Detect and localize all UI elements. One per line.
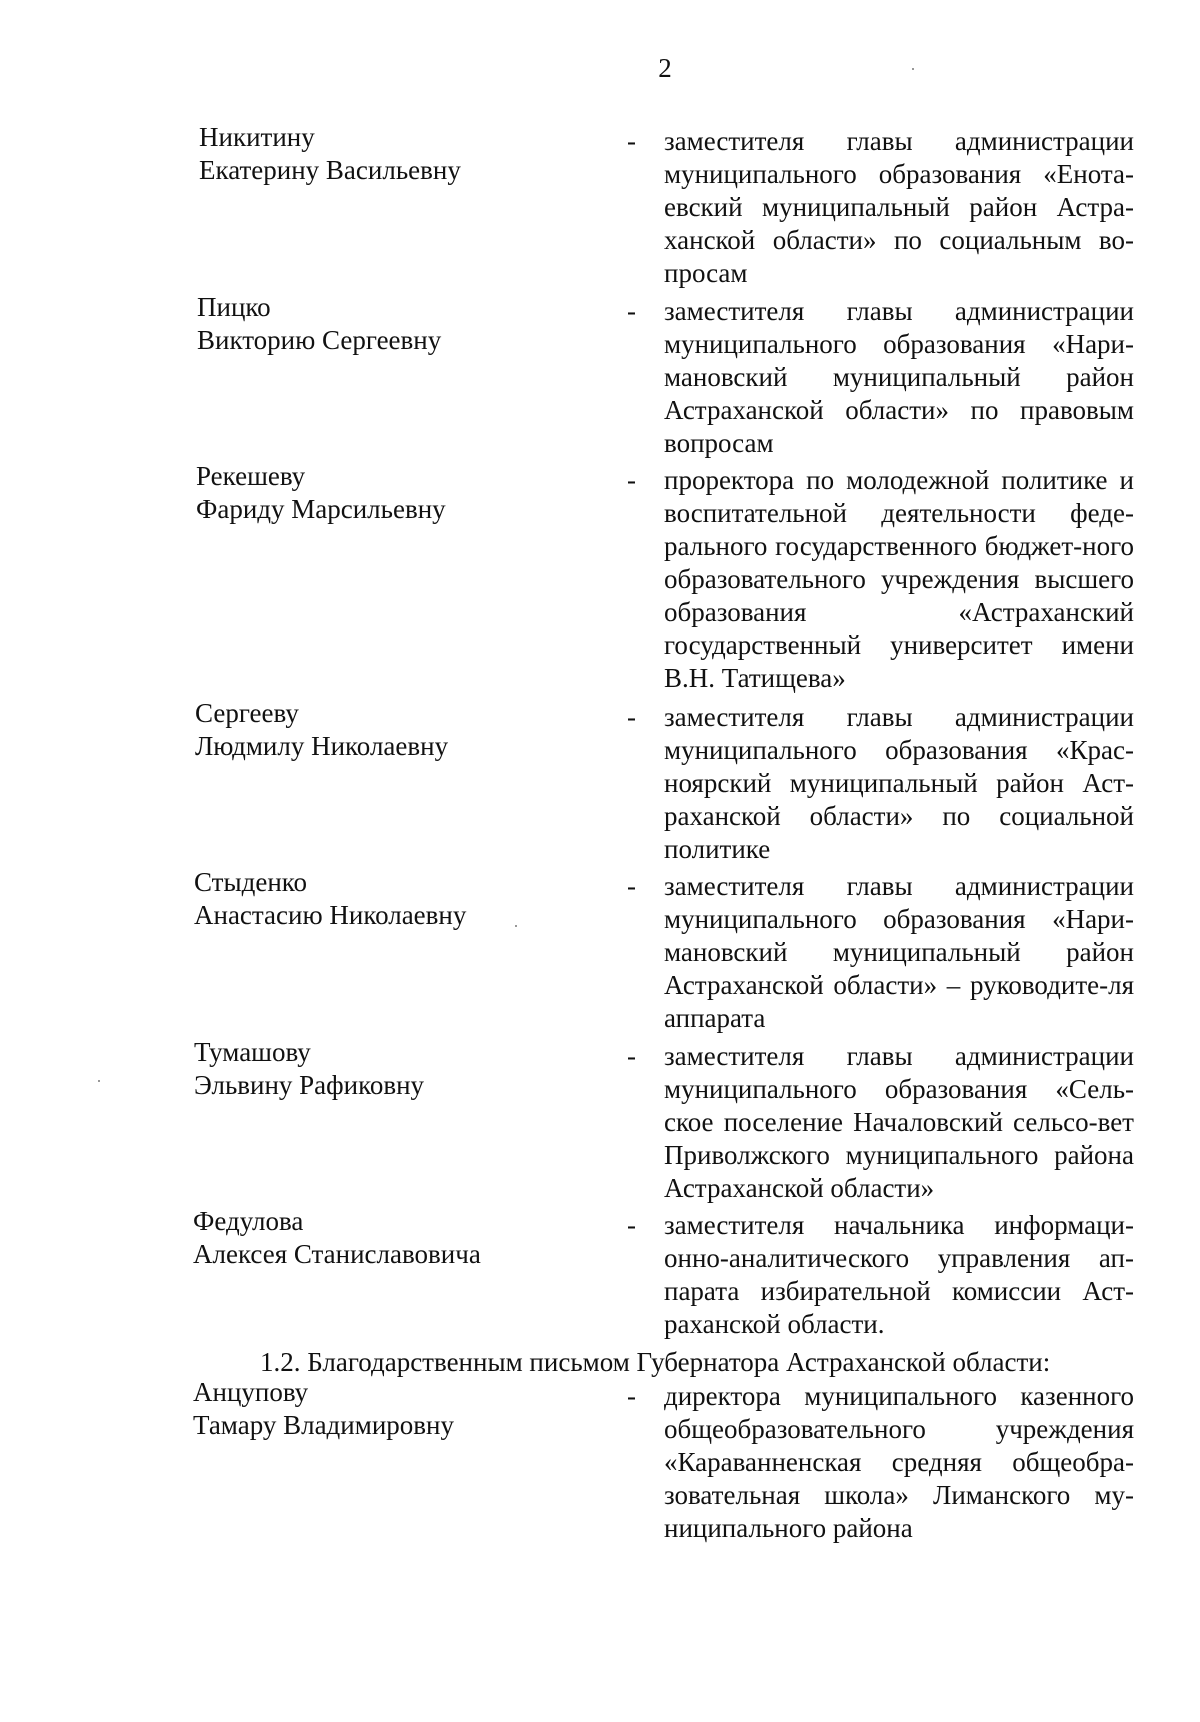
entry-dash: - (627, 702, 636, 732)
person-position: проректора по молодежной политике и воспитательной деятельности феде-рального государственного бюджет-ного образовательного учреждения высшего образования «Астраханский государственный университет имени В.Н. Татищева» (664, 465, 1134, 693)
person-name: Пицко Викторию Сергеевну (197, 292, 442, 355)
person-name: Сергееву Людмилу Николаевну (195, 698, 449, 761)
entry-dash: - (627, 465, 636, 495)
entry-dash: - (627, 126, 636, 156)
entry-dash: - (627, 1041, 636, 1071)
person-position: заместителя главы администрации муниципального образования «Нари-мановский муниципальный район Астраханской области» по правовым вопросам (664, 296, 1134, 458)
entry-dash: - (627, 1210, 636, 1240)
entry-dash: - (627, 296, 636, 326)
person-name: Рекешеву Фариду Марсильевну (196, 461, 446, 524)
person-position: заместителя начальника информаци-онно-аналитического управления ап-парата избирательной комиссии Аст-раханской области. (664, 1210, 1134, 1339)
entry-dash: - (627, 871, 636, 901)
person-position: заместителя главы администрации муниципального образования «Нари-мановский муниципальный район Астраханской области» – руководите-ля аппарата (664, 871, 1134, 1033)
person-name: Анцупову Тамару Владимировну (193, 1377, 454, 1440)
scan-speck (98, 1080, 100, 1082)
section-heading: 1.2. Благодарственным письмом Губернатора Астраханской области: (260, 1347, 1051, 1377)
person-position: директора муниципального казенного общеобразовательного учреждения «Караванненская средняя общеобра-зовательная школа» Лиманского му-ниципального района (664, 1381, 1134, 1543)
scan-speck (912, 68, 914, 70)
person-position: заместителя главы администрации муниципального образования «Крас-ноярский муниципальный район Аст-раханской области» по социальной политике (664, 702, 1134, 864)
person-name: Тумашову Эльвину Рафиковну (194, 1037, 425, 1100)
person-position: заместителя главы администрации муниципального образования «Енота-евский муниципальный район Астра-ханской области» по социальным во-просам (664, 126, 1134, 288)
page-number: 2 (658, 53, 672, 83)
person-name: Стыденко Анастасию Николаевну (194, 867, 467, 930)
person-name: Федулова Алексея Станиславовича (193, 1206, 481, 1269)
person-position: заместителя главы администрации муниципального образования «Сель-ское поселение Началовский сельсо-вет Приволжского муниципального района Астраханской области» (664, 1041, 1134, 1203)
scan-speck (515, 925, 517, 927)
entry-dash: - (627, 1381, 636, 1411)
person-name: Никитину Екатерину Васильевну (199, 122, 461, 185)
